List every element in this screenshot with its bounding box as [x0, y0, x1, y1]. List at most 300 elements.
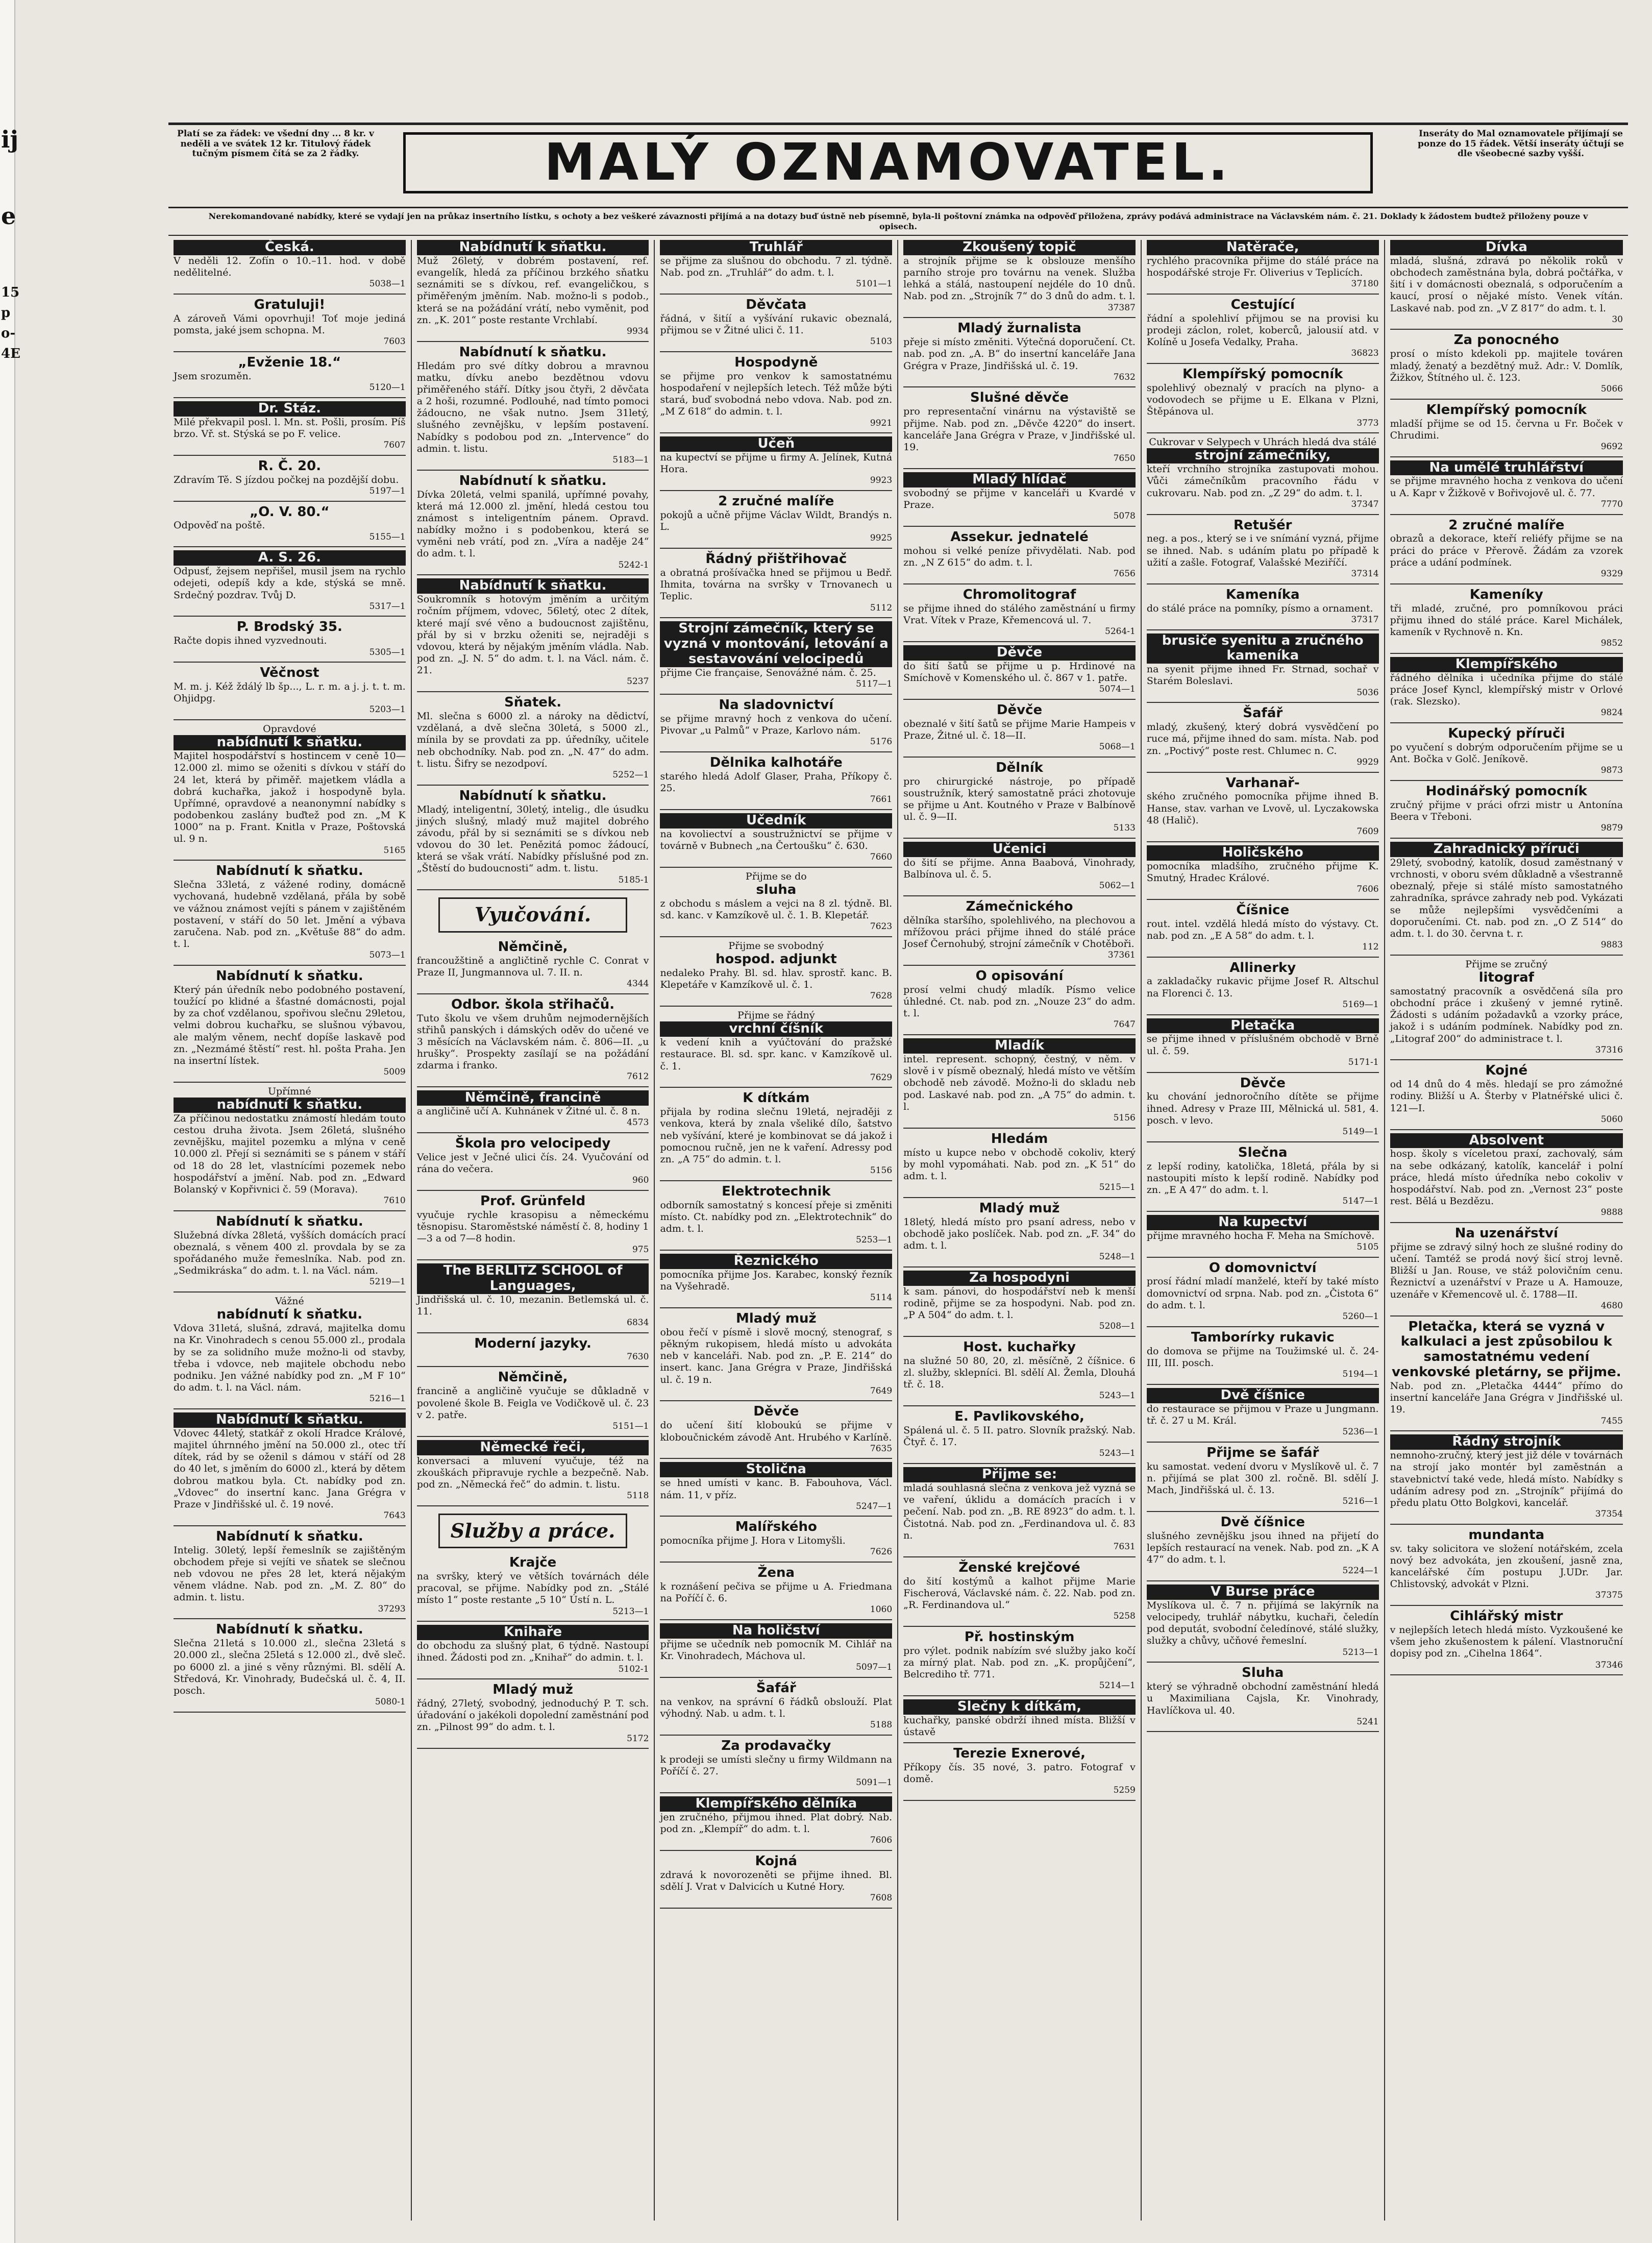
newspaper-page	[168, 123, 1628, 2221]
ad-heading: Prof. Grünfeld	[480, 1193, 586, 1209]
ad-heading: Pletačka, která se vyzná v kalkulaci a jest způsobilou k samostatnému vedení venkovské pletárny, se přijme.	[1391, 1319, 1621, 1380]
ad-code: 5188	[870, 1720, 893, 1730]
ad-divider	[903, 757, 1136, 758]
classified-ad	[417, 474, 649, 571]
ad-body: k sam. pánovi, do hospodářství neb k menší rodině, přijme se za hospodyni. Nab. pod zn. „P A 504“ do adm. t. l.	[903, 1285, 1136, 1321]
ad-body: Slečna 21letá s 10.000 zl., slečna 23letá s 20.000 zl., slečna 25letá s 12.000 zl., dvě sleč. po 6000 zl. a jiné s věny různými. Bl. sdělí A. Středová, Kr. Vinohrady, Budečská ul. č. 4, II. posch.	[174, 1638, 406, 1696]
classified-ad	[903, 1038, 1136, 1123]
ad-heading: Učenici	[903, 842, 1136, 857]
ad-heading: Př. hostinským	[964, 1629, 1075, 1645]
ad-code: 5172	[627, 1733, 649, 1744]
ad-body: starého hledá Adolf Glaser, Praha, Příkopy č. 25.	[660, 770, 893, 794]
ad-code: 975	[632, 1245, 649, 1255]
ad-heading: Gratuluji!	[254, 297, 326, 312]
ad-heading: Děvče	[1240, 1075, 1286, 1091]
ad-divider	[174, 860, 406, 861]
ad-code: 5317—1	[369, 601, 406, 612]
ad-divider	[417, 1621, 649, 1622]
ad-body: místo u kupce nebo v obchodě cokoliv, který by mohl vypomáhati. Nab. pod zn. „K 51“ do adm. t. l.	[903, 1147, 1136, 1182]
ad-body: prosí velmi chudý mladík. Písmo velice úhledné. Ct. nab. pod zn. „Nouze 23“ do adm. t. l.	[903, 984, 1136, 1019]
ad-heading: Nabídnutí k sňatku.	[215, 1528, 363, 1544]
ad-divider	[417, 993, 649, 994]
classified-ad	[903, 1340, 1136, 1401]
classified-ad	[1390, 726, 1623, 776]
ad-code: 9925	[870, 533, 893, 544]
ad-divider	[660, 1619, 892, 1620]
ad-body: nedaleko Prahy. Bl. sd. hlav. sprostř. kanc. B. Klepetáře v Kamzíkově ul. č. 1.	[660, 967, 893, 991]
ad-body: a obratná prošívačka hned se přijmou u Bedř. Ihmita, továrna na svršky v Trnovanech u Teplic.	[660, 567, 893, 602]
masthead	[168, 123, 1628, 208]
ad-divider	[1390, 838, 1623, 839]
ad-divider	[1147, 899, 1379, 900]
ad-body: pomocníka přijme J. Hora v Litomyšli.	[660, 1535, 846, 1547]
ad-heading: Klempířského dělníka	[660, 1796, 892, 1812]
ad-code: 37346	[1595, 1660, 1623, 1670]
classified-ad	[1390, 1528, 1623, 1601]
ad-divider	[660, 490, 892, 491]
ad-heading: Žena	[757, 1565, 795, 1581]
ad-code: 9879	[1600, 823, 1623, 834]
classified-ad	[1390, 403, 1623, 452]
ad-divider	[903, 1405, 1136, 1406]
ad-heading: Klempířský pomocník	[1426, 402, 1587, 418]
ad-divider	[1390, 1129, 1623, 1130]
classified-ad	[903, 1746, 1136, 1796]
ad-body: a zakladačky rukavic přijme Josef R. Altschul na Florenci č. 13.	[1146, 976, 1379, 999]
ad-body: svobodný se přijme v kanceláři u Kvardé v Praze.	[903, 487, 1136, 510]
ad-preheading: Vážné	[275, 1296, 304, 1307]
ad-code: 5038—1	[369, 279, 406, 289]
classified-ad	[660, 240, 892, 289]
ad-divider	[903, 1197, 1136, 1198]
ad-divider	[174, 1291, 406, 1293]
ad-heading: Cestující	[1230, 297, 1295, 312]
ad-code: 5155—1	[369, 531, 406, 542]
classified-ad	[1147, 240, 1379, 289]
ad-body: rout. intel. vzdělá hledá místo do výstavy. Ct. nab. pod zn. „E A 58“ do adm. t. l.	[1146, 918, 1379, 941]
classified-ad	[1390, 1226, 1623, 1311]
ad-code: 7631	[1113, 1541, 1136, 1552]
ad-heading: Slečny k dítkám,	[903, 1699, 1136, 1715]
ad-divider	[903, 526, 1136, 527]
classified-ad	[1147, 706, 1379, 767]
ad-body: kuchařky, panské obdrží ihned místa. Bližší v ústavě	[903, 1714, 1136, 1738]
ad-body: od 14 dnů do 4 měs. hledají se pro zámožné rodiny. Bližší u A. Šterby v Platnéřské ulici č. 121—I.	[1390, 1079, 1623, 1114]
ad-heading: Dělník	[996, 760, 1043, 775]
ad-code: 9934	[627, 326, 649, 336]
ad-divider	[903, 468, 1136, 469]
classified-ad	[1147, 1261, 1379, 1322]
ad-preheading: Cukrovar v Selypech v Uhrách hledá dva stálé	[1149, 436, 1377, 448]
classified-ad	[903, 472, 1136, 522]
ad-body: řádný, 27letý, svobodný, jednoduchý P. T. sch. úřadování o jakékoli dopolední zaměstnání pod zn. „Pilnost 99“ do adm. t. l.	[416, 1698, 649, 1733]
ad-code: 30	[1612, 314, 1623, 325]
ad-code: 7623	[870, 921, 893, 932]
ad-divider	[1147, 1662, 1379, 1663]
ad-heading: Chromolitograf	[963, 587, 1076, 602]
ad-code: 5247—1	[856, 1501, 893, 1511]
ad-body: Vdova 31letá, slušná, zdravá, majitelka domu na Kr. Vinohradech s cenou 55.000 zl., prodala by se za solidního muže možno-li od stavby, třeba i vdovce, neb majitele obchodu nebo podniku. Jen vážné nabídky pod zn. „M F 10“ do adm. t. l. na Václ. nám.	[174, 1323, 406, 1394]
ad-divider	[660, 1180, 892, 1181]
classified-ad	[174, 505, 406, 543]
ad-heading: Hospodyně	[734, 354, 818, 370]
ad-heading: hospod. adjunkt	[715, 952, 837, 967]
ad-code: 37180	[1351, 279, 1379, 289]
ad-divider	[417, 341, 649, 342]
classified-ad	[417, 1625, 649, 1674]
ad-body: do učení šití kloboukú se přijme v kloboučnickém závodě Ant. Hrubého v Karlíně.	[660, 1420, 893, 1443]
ad-body: obrazů a dekorace, kteří reliéfy přijme se na práci do práce v Přerově. Žádám za vzorek práce a udání podmínek.	[1390, 533, 1623, 568]
ad-divider	[417, 1259, 649, 1260]
ad-body: pro representační vinárnu na výstaviště se přijme. Nab. pod zn. „Děvče 4220“ do insert. kanceláře Jana Grégra v Praze, v Jindřišské ul. 19.	[903, 406, 1136, 453]
ad-divider	[1390, 329, 1623, 330]
ad-body: nemnoho-zručný, který jest již déle v továrnách na strojí jako montér byl zaměstnán a stavebnictví také vede, hledá místo. Nabídky s udáním adresy pod zn. „Strojník“ přijímá do předu platu Otto Bolgkovi, kancelář.	[1390, 1450, 1623, 1508]
ad-body: Nab. pod zn. „Pletačka 4444“ přímo do insertní kanceláře Jana Grégra v Jindřišské ul. 19.	[1390, 1380, 1623, 1416]
classified-ad	[174, 969, 406, 1078]
classified-ad	[903, 761, 1136, 834]
ad-heading: vrchní číšník	[660, 1021, 892, 1037]
ad-code: 9873	[1600, 765, 1623, 776]
ad-divider	[903, 699, 1136, 700]
ad-body: zdravá k novorozeněti se přijme ihned. Bl. sdělí J. Vrat v Dalvicích u Kutné Hory.	[660, 1869, 893, 1893]
ad-body: ku chování jednoročního dítěte se přijme ihned. Adresy v Praze III, Mělnická ul. 581, 4. posch. v levo.	[1146, 1091, 1379, 1126]
ad-body: samostatný pracovník a osvědčená síla pro obchodní práce i zkušený v jemné rytině. Žádosti s udáním požadavků a vzorky práce, jakož i s udáním podmínek. Nabídky pod zn. „Litograf 200“ do administrace t. l.	[1390, 985, 1623, 1044]
ad-body: intel. represent. schopný, čestný, v něm. v slově i v písmě obeznalý, hledá místo ve větším obchodě neb závodě. Možno-li do skladu neb pod. Laskavé nab. pod zn. „A 75“ do admin. t. l.	[903, 1054, 1136, 1112]
ad-heading: Hledám	[991, 1131, 1048, 1147]
ad-body: francině a angličině vyučuje se důkladně v povolené škole B. Feigla ve Vodičkově ul. č. 23 v 2. patře.	[416, 1385, 649, 1421]
classified-ad	[1390, 1434, 1623, 1519]
ad-heading: litograf	[1478, 969, 1534, 985]
ad-body: přijme Cie française, Senovážné nám. č. 25.	[660, 667, 876, 678]
classified-ad	[660, 552, 892, 613]
ad-body: se přijme mravný hoch z venkova do učení. Pivovar „u Palmů“ v Praze, Karlovo nám.	[660, 713, 893, 736]
ad-divider	[174, 455, 406, 456]
classified-ad	[174, 550, 406, 612]
ad-heading: Holičského	[1147, 845, 1379, 861]
classified-ad	[1147, 1388, 1379, 1437]
ad-heading: Malířského	[735, 1519, 817, 1535]
ad-divider	[1147, 1014, 1379, 1015]
ad-heading: P. Brodský 35.	[236, 619, 342, 635]
ad-body: a angličině učí A. Kuhnánek v Žitné ul. č. 8 n.	[416, 1105, 640, 1117]
ad-heading: Retušér	[1233, 517, 1292, 533]
ad-code: 5114	[870, 1293, 893, 1303]
ad-heading: sluha	[756, 882, 797, 897]
ad-body: Odpověď na poště.	[174, 520, 265, 531]
ad-divider	[1147, 294, 1379, 295]
ad-divider	[903, 1800, 1136, 1801]
ad-heading: Nabídnutí k sňatku.	[459, 344, 607, 360]
classified-ad	[1147, 436, 1379, 509]
classified-ad	[1390, 784, 1623, 834]
classified-ad	[174, 864, 406, 961]
ad-heading: nabídnutí k sňatku.	[174, 1098, 406, 1113]
ad-body: na syenit přijme ihned Fr. Strnad, sochař v Starém Boleslavi.	[1146, 664, 1379, 687]
classified-ad	[174, 240, 406, 289]
classified-ad	[660, 621, 892, 690]
ad-body: ského zručného pomocníka přijme ihned B. Hanse, stav. varhan ve Lvově, ul. Lyczakowska 48 (Halič).	[1146, 791, 1379, 826]
ad-body: jen zručného, přijmou ihned. Plat dobrý. Nab. pod zn. „Klempíř“ do adm. t. l.	[660, 1811, 893, 1835]
ad-code: 5036	[1357, 687, 1379, 698]
classified-ad	[903, 1561, 1136, 1622]
ad-divider	[1147, 772, 1379, 773]
ad-divider	[660, 1677, 892, 1678]
ad-code: 5133	[1113, 823, 1136, 834]
ad-heading: Moderní jazyky.	[474, 1335, 591, 1351]
ad-code: 5009	[383, 1067, 406, 1078]
ad-heading: Mladý muž	[492, 1682, 573, 1698]
classified-ad	[660, 1796, 892, 1846]
ad-divider	[1147, 957, 1379, 958]
ad-code: 7603	[383, 336, 406, 347]
ad-code: 5169—1	[1342, 999, 1379, 1010]
classified-ad	[660, 1311, 892, 1396]
ad-heading: Nabídnutí k sňatku.	[215, 968, 363, 984]
ad-divider	[660, 351, 892, 352]
ad-body: Intelig. 30letý, lepší řemeslník se zajištěným obchodem přeje si vejíti ve sňatek se slečnou neb vdovou ne přes 28 let, která nějakým věnem vládne. Nab. pod zn. „M. Z. 80“ do admin. t. listu.	[174, 1544, 406, 1603]
adjacent-page-edge	[0, 0, 20, 2243]
ad-heading: Mladý hlídač	[903, 472, 1136, 487]
ad-divider	[660, 617, 892, 618]
ad-code: 5156	[1113, 1112, 1136, 1123]
ad-body: prosí o místo kdekoli pp. majitele továren mladý, ženatý a bezdětný muž. Adr.: V. Domlík, Žižkov, Štítného ul. č. 123.	[1390, 348, 1623, 383]
ad-heading: Klempířský pomocník	[1182, 367, 1343, 382]
classified-ad	[660, 355, 892, 428]
ad-divider	[660, 1516, 892, 1517]
classified-ad	[1147, 588, 1379, 625]
ad-heading: Přijme se šafář	[1206, 1445, 1319, 1460]
ad-code: 9329	[1600, 568, 1623, 579]
ad-code: 37347	[1351, 499, 1379, 509]
ad-body: neg. a pos., který se i ve snímání vyzná, přijme se ihned. Nab. s udáním platu po případě k užití a zašle. Fotograf, Valašské Meziříčí.	[1146, 533, 1379, 568]
classified-ad	[174, 1529, 406, 1614]
ad-body: Služebná dívka 28letá, vyšších domácích prací obeznalá, s věnem 400 zl. provdala by se za spořádaného muže řemeslníka. Nab. pod zn. „Sedmikráska“ do adm. t. l. na Václ. nám.	[174, 1229, 406, 1277]
ad-heading: Přijme se:	[903, 1467, 1136, 1482]
ad-preheading: Přijme se zručný	[1465, 958, 1548, 970]
classified-ad	[1390, 460, 1623, 510]
ad-body: na venkov, na správní 6 řádků obslouží. Plat výhodný. Nab. u adm. t. l.	[660, 1696, 893, 1720]
ad-body: do domova se přijme na Toužimské ul. č. 24-III, III. posch.	[1146, 1345, 1379, 1369]
classified-ad	[1390, 842, 1623, 950]
ad-divider	[660, 1850, 892, 1851]
ad-code: 7647	[1113, 1019, 1136, 1030]
ad-heading: Němčině,	[498, 939, 568, 955]
ad-body: pomocníka mladšího, zručného přijme K. Smutný, Hradec Králové.	[1146, 860, 1379, 884]
ad-body: pokojů a učně přijme Václav Wildt, Brandýs n. L.	[660, 509, 893, 533]
ad-body: Spálená ul. č. 5 II. patro. Slovník pražský. Nab. Čtyř. č. 17.	[903, 1425, 1136, 1448]
ad-heading: Slečna	[1238, 1144, 1288, 1160]
ad-code: 5219—1	[369, 1277, 406, 1287]
ad-body: kteří vrchního strojníka zastupovati mohou. Vůči zámečníkům pracovního řádu v cukrovaru. Nab. pod zn. „Z 29“ do adm. t. l.	[1146, 464, 1379, 499]
ad-heading: Varhanař-	[1225, 775, 1300, 791]
ad-divider	[903, 965, 1136, 966]
ad-divider	[660, 1562, 892, 1563]
classified-ad	[1147, 1076, 1379, 1137]
ad-code: 5101—1	[856, 279, 893, 289]
ad-body: a strojník přijme se k obslouze menšího parního stroje pro továrnu na venek. Služba lehká a stálá, nastoupení nejdéle do 10 dnů. Nab. pod zn. „Strojník 7“ do 3 dnů do adm. t. l.	[903, 255, 1136, 302]
ad-code: 5183—1	[612, 454, 649, 465]
ad-heading: Allinerky	[1229, 960, 1296, 976]
ad-code: 5197—1	[369, 485, 406, 496]
ad-divider	[1147, 514, 1379, 515]
ad-code: 7626	[870, 1547, 893, 1557]
ad-body: Muž 26letý, v dobrém postavení, ref. evangelík, hledá za příčinou brzkého sňatku seznámiti se s dívkou, ref. evangeličkou, s přiměřeným jměním. Nab. možno-li s podob., která se na požádání vrátí, nebo vyměnit, pod zn. „K. 201“ poste restante Vrchlabí.	[416, 255, 649, 326]
ad-heading: Nabídnutí k sňatku.	[215, 863, 363, 879]
ad-divider	[1147, 1442, 1379, 1443]
ad-code: 5215—1	[1099, 1182, 1136, 1193]
ad-divider	[660, 432, 892, 433]
ad-body: Ml. slečna s 6000 zl. a nároky na dědictví, vzdělaná, a dvě slečna 30letá, s 5000 zl., mínila by se provdati za pp. úředníky, učitele neb obchodníky. Nab. pod zn. „N. 47“ do adm. t. listu. Šifry se nezodpoví.	[416, 711, 649, 769]
classified-ad	[1147, 633, 1379, 698]
ad-code: 37387	[1107, 302, 1136, 313]
ad-code: 5185-1	[618, 874, 649, 885]
classified-ad	[1147, 1215, 1379, 1253]
ad-divider	[660, 1792, 892, 1793]
ad-divider	[1147, 1511, 1379, 1512]
classified-ad	[903, 588, 1136, 637]
ad-code: 9888	[1600, 1207, 1623, 1218]
classified-ad	[1147, 845, 1379, 895]
classified-ad	[417, 1370, 649, 1431]
ad-body: do stálé práce na pomníky, písmo a ornament.	[1146, 602, 1373, 614]
ad-divider	[174, 1618, 406, 1619]
ad-heading: Ženské krejčové	[958, 1559, 1080, 1575]
classified-ad	[660, 1404, 892, 1454]
ad-heading: brusiče syenitu a zručného kameníka	[1147, 633, 1379, 664]
ad-heading: Absolvent	[1390, 1133, 1623, 1149]
ad-divider	[174, 1082, 406, 1083]
column-6	[1385, 240, 1628, 2221]
ad-heading: Němčině, francině	[417, 1090, 649, 1106]
ad-body: Dívka 20letá, velmi spanilá, upřímné povahy, která má 12.000 zl. jmění, hledá cestou tou známost s inteligentním pánem. Opravd. nabídky možno i s podobenkou, která se vyměni neb vrátí, pod zn. „Víra a naděje 24“ do adm. t. l.	[416, 489, 649, 559]
ad-heading: nabídnutí k sňatku.	[174, 735, 406, 750]
ad-code: 5165	[383, 845, 406, 856]
ad-code: 5243—1	[1099, 1448, 1136, 1459]
ad-body: vyučuje rychle krasopisu a německému těsnopisu. Staroměstské náměstí č. 8, hodiny 1—3 a od 7—8 hodin.	[416, 1209, 649, 1245]
ad-heading: Německé řeči,	[417, 1440, 649, 1455]
ad-code: 7629	[870, 1072, 893, 1083]
ad-divider	[174, 719, 406, 720]
ad-divider	[417, 1748, 649, 1749]
classified-ad	[660, 755, 892, 805]
edge-fragment: p	[1, 305, 11, 321]
ad-heading: Mladý muž	[979, 1200, 1060, 1216]
ad-code: 7610	[383, 1196, 406, 1206]
ad-code: 9883	[1600, 940, 1623, 950]
ad-body: se přijme ihned do stálého zaměstnání u firmy Vrat. Vítek v Praze, Křemencová ul. 7.	[903, 602, 1136, 626]
ad-divider	[174, 397, 406, 398]
ad-body: přijme se učedník neb pomocník M. Cihlář na Kr. Vinohradech, Máchova ul.	[660, 1639, 893, 1662]
classified-ad	[660, 1254, 892, 1303]
ad-heading: Na kupectví	[1147, 1215, 1379, 1230]
ad-heading: Šafář	[756, 1680, 796, 1696]
ad-body: Příkopy čís. 35 nové, 3. patro. Fotograf v domě.	[903, 1762, 1136, 1785]
ad-heading: Děvče	[903, 645, 1136, 661]
edge-fragment: 15	[1, 285, 20, 300]
ad-preheading: Přijme se do	[745, 870, 807, 882]
ad-heading: Nabídnutí k sňatku.	[174, 1412, 406, 1428]
classified-ad	[1147, 776, 1379, 837]
ad-divider	[1147, 432, 1379, 433]
ad-code: 5171-1	[1348, 1057, 1379, 1067]
ad-divider	[1390, 653, 1623, 654]
classified-ad	[417, 789, 649, 886]
ad-code: 5091—1	[856, 1777, 893, 1788]
classified-ad	[417, 1336, 649, 1362]
ad-body: Milé překvapil posl. l. Mn. st. Pošli, prosím. Píš brzo. Vř. st. Stýská se po F. velice.	[174, 416, 406, 440]
ad-code: 5176	[870, 737, 893, 747]
ad-body: spolehlivý obeznalý v pracích na plyno- a vodovodech se přijme u E. Elkana v Plzni, Štěpánova ul.	[1146, 382, 1379, 418]
section-heading-box: Služby a práce.	[438, 1514, 627, 1548]
ad-preheading: Opravdové	[263, 723, 316, 735]
classified-ad	[660, 1462, 892, 1511]
classified-ad	[417, 997, 649, 1082]
ad-heading: E. Pavlikovského,	[954, 1409, 1084, 1425]
ad-heading: Na sladovnictví	[719, 697, 834, 713]
ad-divider	[660, 1458, 892, 1459]
ad-heading: Pletačka	[1147, 1018, 1379, 1034]
ad-divider	[1147, 629, 1379, 630]
ad-divider	[903, 317, 1136, 318]
ad-heading: Natěrače,	[1147, 240, 1379, 255]
ad-body: Slečna 33letá, z vážené rodiny, domácně vychovaná, hudebně vzdělaná, přála by sobě ve vážnou známost vejíti s pánem v zajištěném postavení, v stáří do 50 let. Jmění a výbava zaručena. Nab. pod zn. „Květuše 88“ do adm. t. l.	[174, 879, 406, 950]
ad-code: 5102-1	[618, 1664, 649, 1674]
ad-code: 7455	[1600, 1416, 1623, 1426]
classified-ad	[174, 1622, 406, 1707]
ad-heading: O opisování	[975, 968, 1064, 984]
ad-heading: Mladík	[903, 1038, 1136, 1054]
ad-heading: Dvě číšnice	[1147, 1388, 1379, 1403]
ad-divider	[174, 662, 406, 663]
ad-body: Soukromník s hotovým jměním a určitým ročním příjmem, vdovec, 56letý, otec 2 dítek, které mají své věno a budoucnost zajištěnu, přál by si v brzku oženiti se, nejraději s vdovou, která by nějakým jměním vládla. Nab. pod zn. „J. N. 5“ do adm. t. l. na Václ. nám. č. 21.	[416, 594, 649, 676]
ad-divider	[174, 965, 406, 966]
classified-ad	[174, 1296, 406, 1404]
classified-ad	[903, 1132, 1136, 1193]
ad-divider	[417, 1086, 649, 1087]
ad-body: tři mladé, zručné, pro pomníkovou práci přijmu ihned do stálé práce. Karel Michálek, kameník v Rychnově n. Kn.	[1390, 602, 1623, 638]
classified-ad	[1147, 903, 1379, 953]
ad-divider	[1390, 1059, 1623, 1060]
ad-code: 5248—1	[1099, 1252, 1136, 1262]
ad-code: 5118	[627, 1491, 649, 1501]
ad-code: 5214—1	[1099, 1680, 1136, 1691]
ad-heading: Knihaře	[417, 1625, 649, 1640]
classified-ad	[1147, 1145, 1379, 1207]
ad-body: zručný přijme v práci ofrzi mistr u Antonína Beera v Třeboni.	[1390, 799, 1623, 823]
ad-heading: Zkoušený topič	[903, 240, 1136, 255]
ad-code: 5074—1	[1099, 684, 1136, 694]
ad-body: se hned umísti v kanc. B. Fabouhova, Václ. nám. 11, v příz.	[660, 1477, 893, 1501]
ad-body: v nejlepších letech hledá místo. Vyzkoušené ke všem jeho zkušenostem k pálení. Vlastnoruční dopisy pod zn. „Cihelna 1864“.	[1390, 1624, 1623, 1660]
classified-ad	[1147, 1515, 1379, 1576]
ad-body: 29letý, svobodný, katolík, dosud zaměstnaný v vrchnosti, v oboru svém důkladně a všestranně obeznalý, přeje si stálé místo samostatného zahradníka, správce zahrady neb pod. Vykázati se může nejlepšími vysvědčeními a doporučeními. Ct. nab. pod zn. „O Z 514“ do adm. t. l. do 30. června t. r.	[1390, 857, 1623, 939]
ad-divider	[417, 691, 649, 692]
column-2	[412, 240, 655, 2221]
classified-ad	[903, 1467, 1136, 1552]
ad-divider	[417, 1190, 649, 1191]
classified-ad	[174, 1412, 406, 1521]
ad-body: hosp. školy s víceletou praxí, zachovalý, sám na sebe odkázaný, katolík, kancelář i polní práce, hledá místo úředníka nebo cokoliv v hospodářství. Nab. pod zn. „Vernost 23“ poste rest. Bělá u Bezdězu.	[1390, 1148, 1623, 1207]
ad-code: 9921	[870, 418, 893, 428]
ad-body: Mladý, inteligentní, 30letý, intelig., dle úsudku jiných slušný, mladý muž majitel dobrého závodu, přál by si seznámiti se s dívkou neb vdovou do 30 let. Penězitá pomoc žádoucí, která se však vrátí. Nabídky příslušné pod zn. „Štěstí do budoucnosti“ adm. t. listu.	[416, 803, 649, 874]
classified-ad	[417, 1194, 649, 1255]
ad-code: 960	[632, 1175, 649, 1186]
ad-body: Majitel hospodářství s hostincem v ceně 10—12.000 zl. mimo se oženiti s dívkou v stáří do 24 let, která by přiměř. majetkem vládla a dobrá kuchařka, jakož i hospodyně byla. Upřímné, opravdové a neanonymní nabídky s podobenkou zaslány buďtež pod zn. „M K 1000“ na p. Frant. Knitla v Praze, Poštovská ul. 9 n.	[174, 750, 406, 845]
ad-code: 7661	[870, 794, 893, 805]
ad-divider	[660, 1250, 892, 1251]
ad-body: Myslíkova ul. č. 7 n. přijímá se lakýrník na velocipedy, truhlář nábytku, kuchaři, čeledín pod deputát, svobodní čeledínové, stálé služky, služky a chůvy, učňové řemeslní.	[1146, 1599, 1379, 1647]
ad-code: 7770	[1600, 499, 1623, 509]
